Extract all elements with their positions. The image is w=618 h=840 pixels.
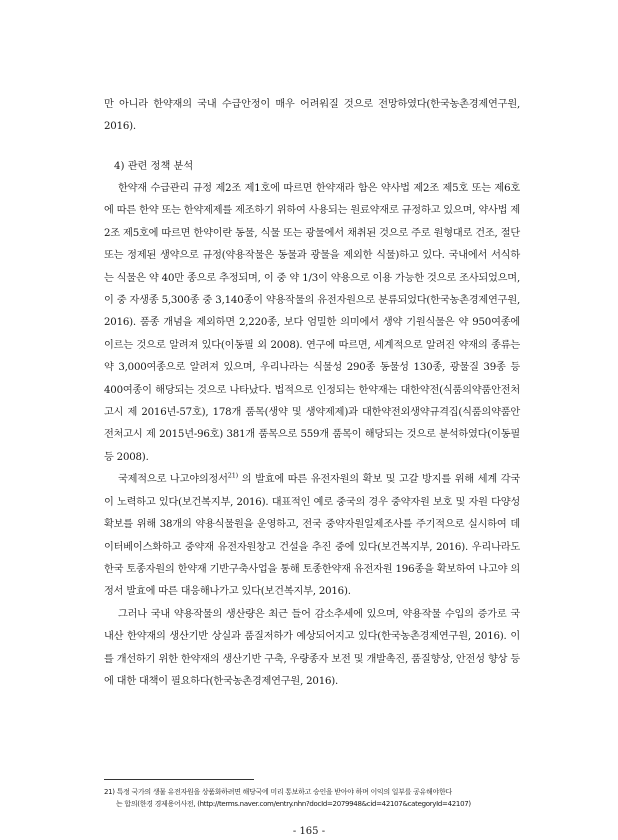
intro-text-block <box>104 94 520 139</box>
paragraph-nagoya-text-b: 의 발효에 따른 유전자원의 확보 및 고갈 방지를 위해 세계 각국이 노력하고 있다(보건복지부, 2016). 대표적인 예로 중국의 경우 중약자원 보호 및 자원 다양성 확보를 위해 38개의 약용식물원을 운영하고, 전국 중약자원일제조사를 주기적으로 실시하여 데이터베이스화하고 중약재 유전자원창고 건설을 추진 중에 있다(보건복지부, 2016). 우리나라도 한국 토종자원의 한약재 기반구축사업을 통해 토종한약재 유전자원 196종을 확보하여 나고야 의정서 발효에 따른 대응해나가고 있다(보건복지부, 2016). <box>104 474 520 598</box>
footnote-ref-21[interactable]: 21) <box>227 471 238 480</box>
paragraph-continuation: 만 아니라 한약재의 국내 수급안정이 매우 어려워질 것으로 전망하였다(한국농촌경제연구원, 2016). <box>104 99 520 133</box>
footnote <box>104 786 524 810</box>
section-body <box>104 178 520 693</box>
page-number: - 165 - <box>292 826 326 837</box>
paragraph-regulation: 한약재 수급관리 규정 제2조 제1호에 따르면 한약재라 함은 약사법 제2조 제5호 또는 제6호에 따른 한약 또는 한약제제를 제조하기 위하여 사용되는 원료약재로 규정하고 있으며, 약사법 제2조 제5호에 따르면 한약이란 동물, 식물 또는 광물에서 채취된 것으로 주로 원형대로 건조, 절단 또는 정제된 생약으로 규정(약용작물은 동물과 광물을 제외한 식물)하고 있다. 국내에서 서식하는 식물은 약 40만 종으로 추정되며, 이 중 약 1/3이 약용으로 이용 가능한 것으로 조사되었으며, 이 중 자생종 5,300종 중 3,140종이 약용작물의 유전자원으로 분류되었다(한국농촌경제연구원, 2016). 품종 개념을 제외하면 2,220종, 보다 엄밀한 의미에서 생약 기원식물은 약 950여종에 이르는 것으로 알려져 있다(이동필 외 2008). 연구에 따르면, 세계적으로 알려진 약재의 종류는 약 3,000여종으로 알려져 있으며, 우리나라는 식물성 290종 동물성 130종, 광물질 39종 등 400여종이 해당되는 것으로 나타났다. 법적으로 인정되는 한약재는 대한약전(식품의약품안전처고시 제 2016년-57호), 178개 품목(생약 및 생약제제)과 대한약전외생약규격집(식품의약품안전처고시 제 2015년-96호) 381개 품목으로 559개 품목이 해당되는 것으로 분석하였다(이동필 등 2008). <box>104 183 520 463</box>
footnote-line-2[interactable]: 는 합의(한경 경제용어사전, (http://terms.naver.com/entry.nhn?docId=2079948&cid=42107&categoryId=42107) <box>116 800 471 808</box>
paragraph-nagoya-text-a: 국제적으로 나고야의정서 <box>118 474 228 486</box>
paragraph-nagoya <box>104 469 520 603</box>
paragraph-production-decline: 그러나 국내 약용작물의 생산량은 최근 들어 감소추세에 있으며, 약용작물 수입의 증가로 국내산 한약재의 생산기반 상실과 품질저하가 예상되어지고 있다(한국농촌경제연구원, 2016). 이를 개선하기 위한 한약재의 생산기반 구축, 우량종자 보전 및 개발촉진, 품질향상, 안전성 향상 등에 대한 대책이 필요하다(한국농촌경제연구원, 2016). <box>104 608 520 687</box>
footnote-line-1: 21) 특정 국가의 생물 유전자원을 상품화하려면 해당국에 미리 통보하고 승인을 받아야 하며 이익의 일부를 공유해야한다 <box>104 788 452 796</box>
section-heading: 4) 관련 정책 분석 <box>114 161 194 172</box>
footnote-divider <box>104 779 254 780</box>
